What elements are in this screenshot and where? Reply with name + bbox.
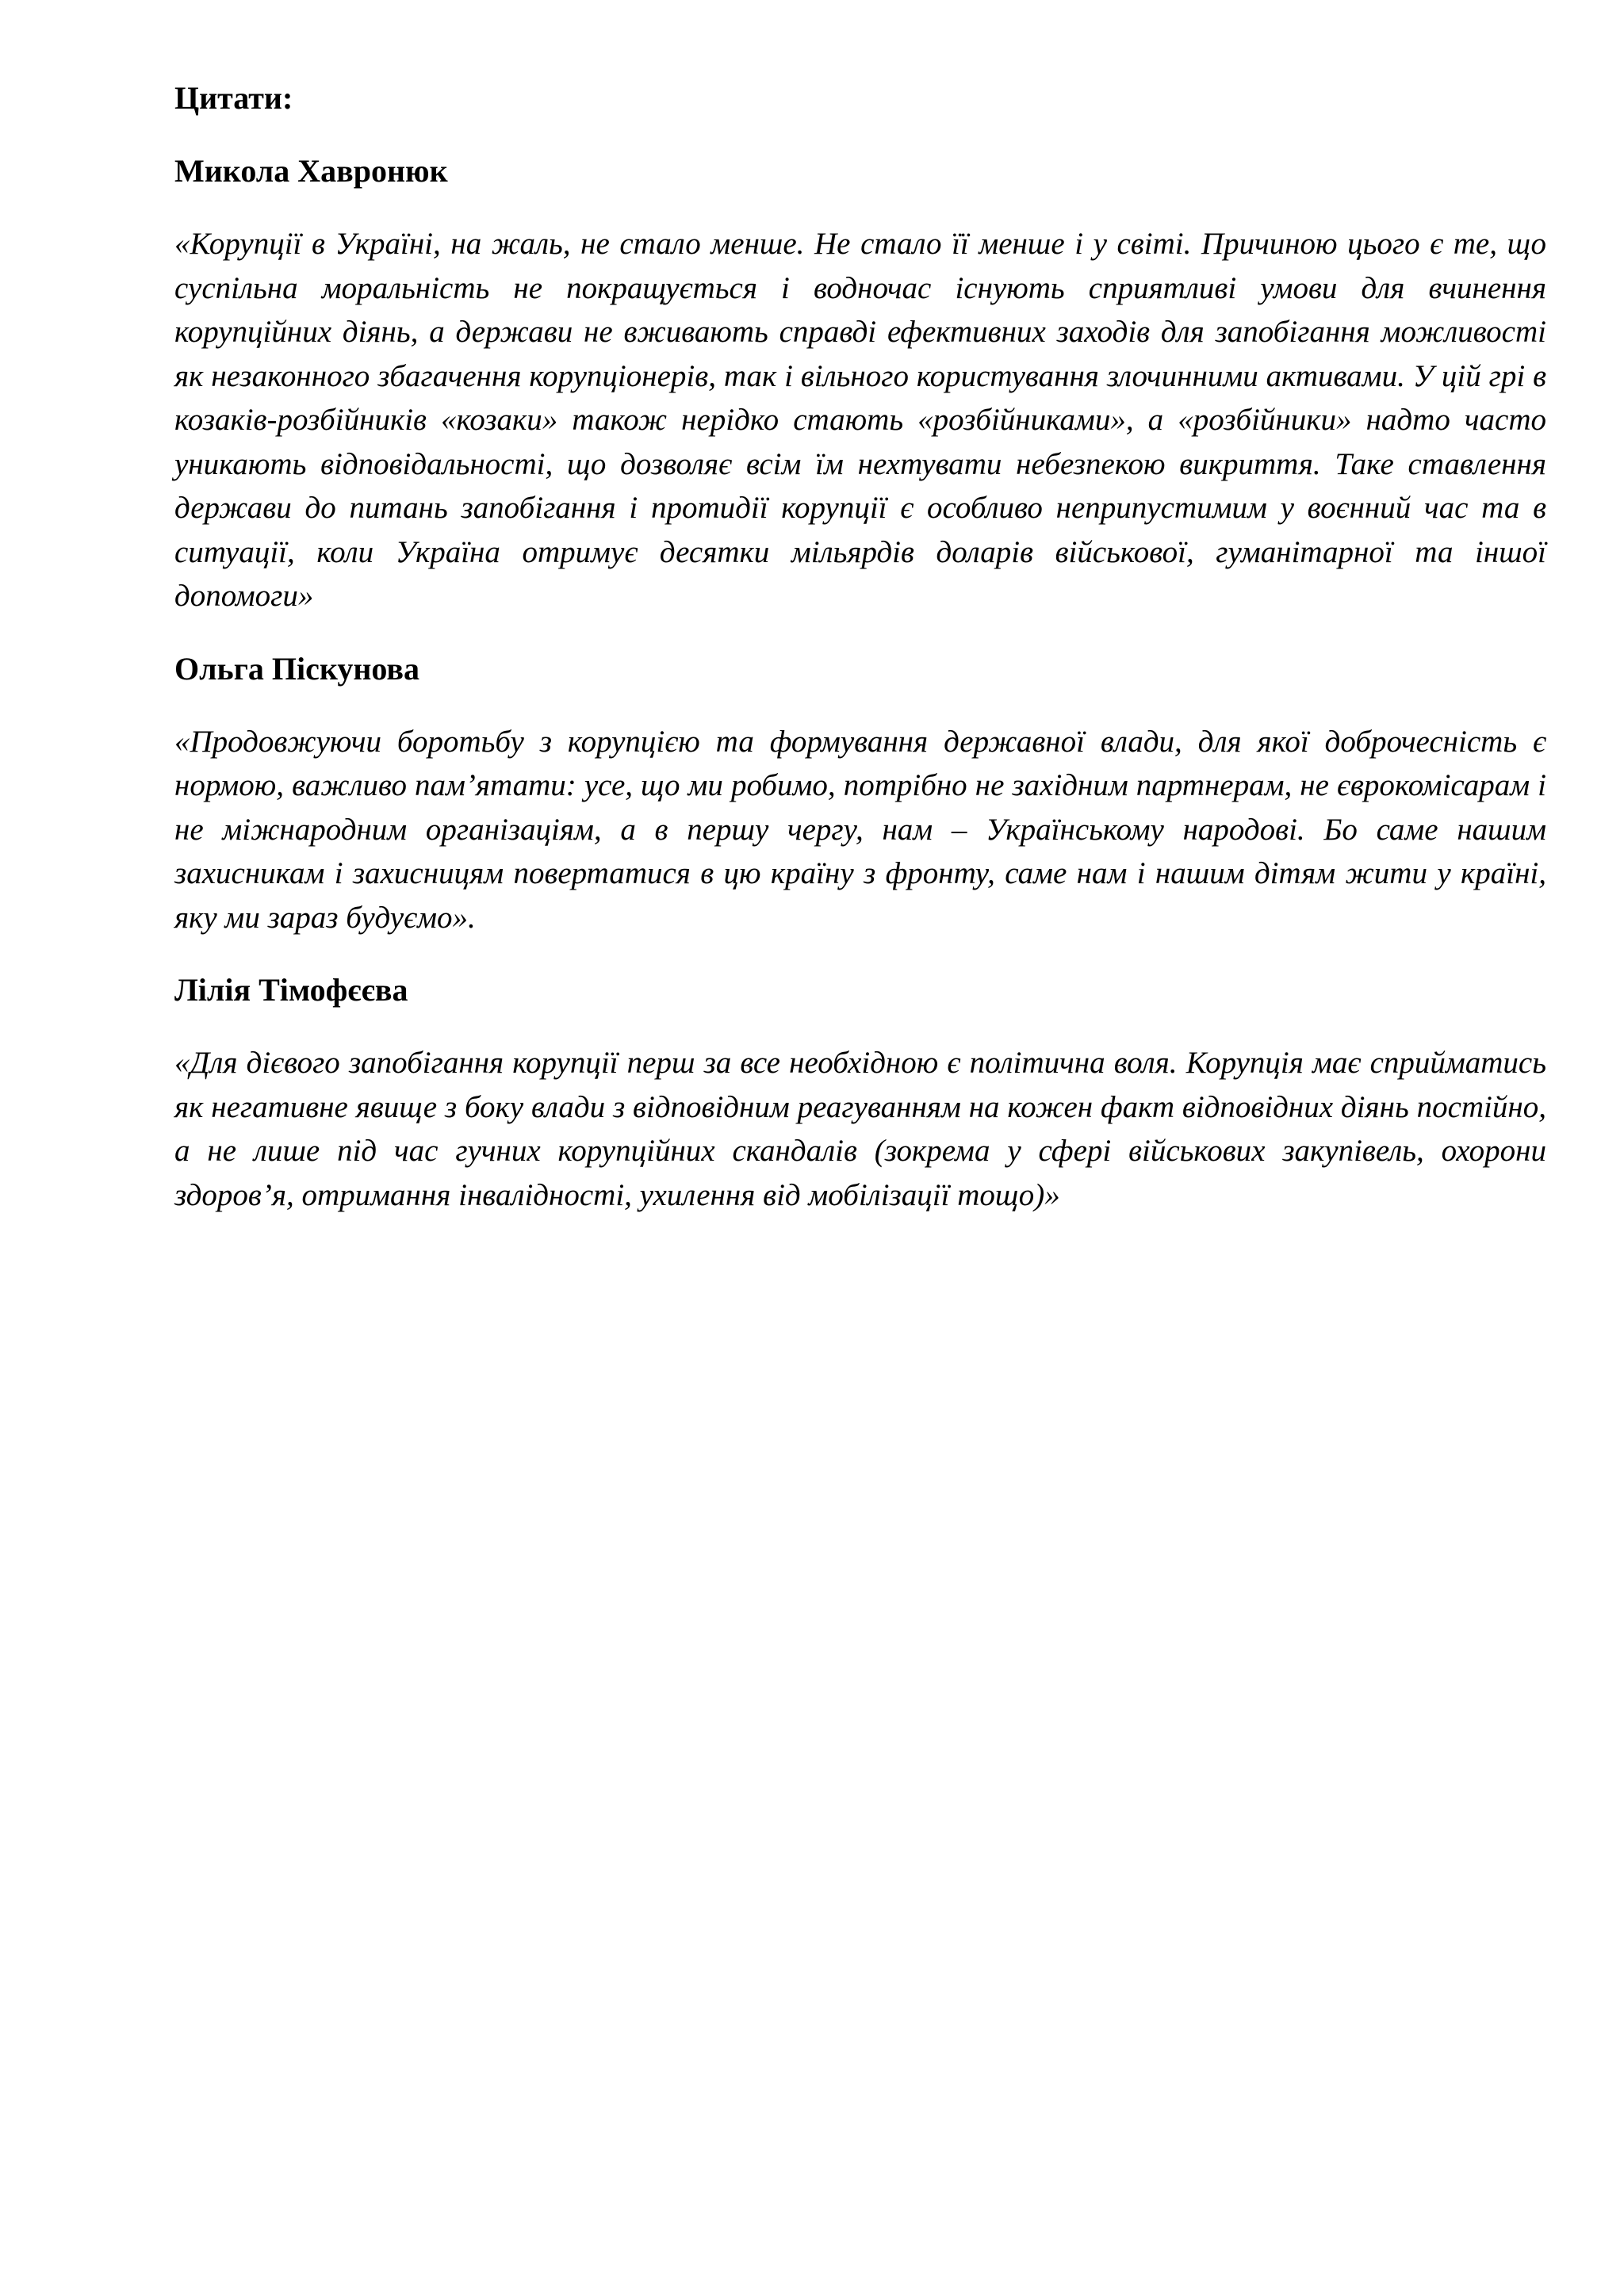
quote-text-2: «Продовжуючи боротьбу з корупцією та формування державної влади, для якої доброчесність є нормою, важливо пам’ятати: усе, що ми робимо, потрібно не західним партнерам, не єврокомісарам і не міжнародним організаціям, а в першу чергу, нам – Українському народові. Бо саме нашим захисникам і захисницям повертатися в цю країну з фронту, саме нам і нашим дітям жити у країні, яку ми зараз будуємо». <box>174 724 1546 935</box>
document-body <box>174 76 1546 1246</box>
quote-author-1: Микола Хавронюк <box>174 153 448 189</box>
quote-author-2: Ольга Піскунова <box>174 650 419 687</box>
quote-text-1: «Корупції в Україні, на жаль, не стало менше. Не стало її менше і у світі. Причиною цього є те, що суспільна моральність не покращується і водночас існують сприятливі умови для вчинення корупційних діянь, а держави не вживають справді ефективних заходів для запобігання можливості як незаконного збагачення корупціонерів, так і вільного користування злочинними активами. У цій грі в козаків-розбійників «козаки» також нерідко стають «розбійниками», а «розбійники» надто часто уникають відповідальності, що дозволяє всім їм нехтувати небезпекою викриття. Таке ставлення держави до питань запобігання і протидії корупції є особливо неприпустимим у воєнний час та в ситуації, коли Україна отримує десятки мільярдів доларів військової, гуманітарної та іншої допомоги» <box>174 227 1546 613</box>
quote-author-3: Лілія Тімофєєва <box>174 972 408 1008</box>
document-title: Цитати: <box>174 80 293 116</box>
quote-text-3: «Для дієвого запобігання корупції перш за все необхідною є політична воля. Корупція має сприйматись як негативне явище з боку влади з відповідним реагуванням на кожен факт відповідних діянь постійно, а не лише під час гучних корупційних скандалів (зокрема у сфері військових закупівель, охорони здоров’я, отримання інвалідності, ухилення від мобілізації тощо)» <box>174 1046 1546 1212</box>
